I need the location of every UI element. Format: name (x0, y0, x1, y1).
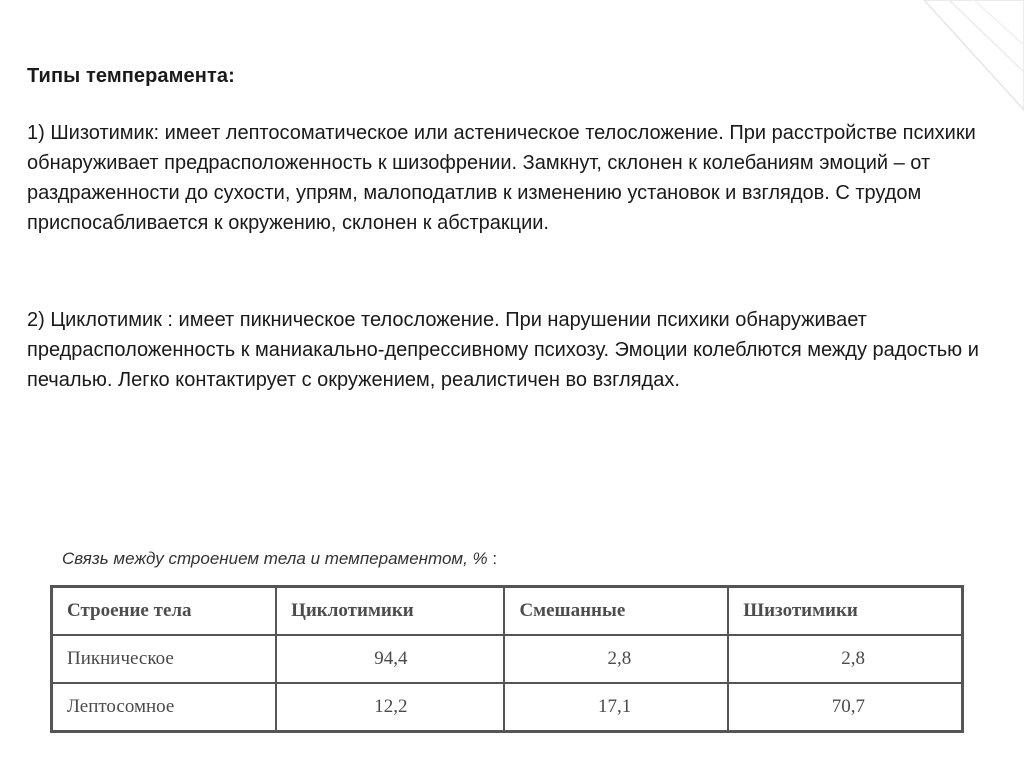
header-cyclothymics: Циклотимики (276, 587, 504, 636)
cell-row2-mixed: 17,1 (504, 683, 728, 732)
table-caption (62, 547, 497, 571)
cell-row1-body-build: Пикническое (52, 635, 277, 683)
cell-row2-schizothymics: 70,7 (728, 683, 962, 732)
page-curl-decoration (914, 0, 1024, 120)
table-caption-text: Связь между строением тела и темпераментом, % (62, 549, 488, 568)
cell-row1-schizothymics: 2,8 (728, 635, 962, 683)
table-caption-colon: : (487, 549, 498, 568)
cell-row2-body-build: Лептосомное (52, 683, 277, 732)
paragraph-cyclothymic: 2) Циклотимик : имеет пикническое телосложение. При нарушении психики обнаруживает предрасположенность к маниакально-депрессивному психозу. Эмоции колеблются между радостью и печалью. Легко контактирует с окружением, реалистичен во взглядах. (27, 309, 979, 391)
table-row (52, 635, 963, 683)
header-schizothymics: Шизотимики (728, 587, 962, 636)
cell-row2-cyclothymics: 12,2 (276, 683, 504, 732)
body-temperament-table (50, 585, 964, 733)
header-mixed: Смешанные (504, 587, 728, 636)
table-header-row (52, 587, 963, 636)
slide-title: Типы темперамента: (27, 65, 235, 87)
paragraph-schizothymic: 1) Шизотимик: имеет лептосоматическое или астеническое телосложение. При расстройстве психики обнаруживает предрасположенность к шизофрении. Замкнут, склонен к колебаниям эмоций – от раздраженности до сухости, упрям, малоподатлив к изменению установок и взглядов. С трудом приспосабливается к окружению, склонен к абстракции. (27, 122, 976, 234)
table-row (52, 683, 963, 732)
header-body-build: Строение тела (52, 587, 277, 636)
cell-row1-mixed: 2,8 (504, 635, 728, 683)
cell-row1-cyclothymics: 94,4 (276, 635, 504, 683)
